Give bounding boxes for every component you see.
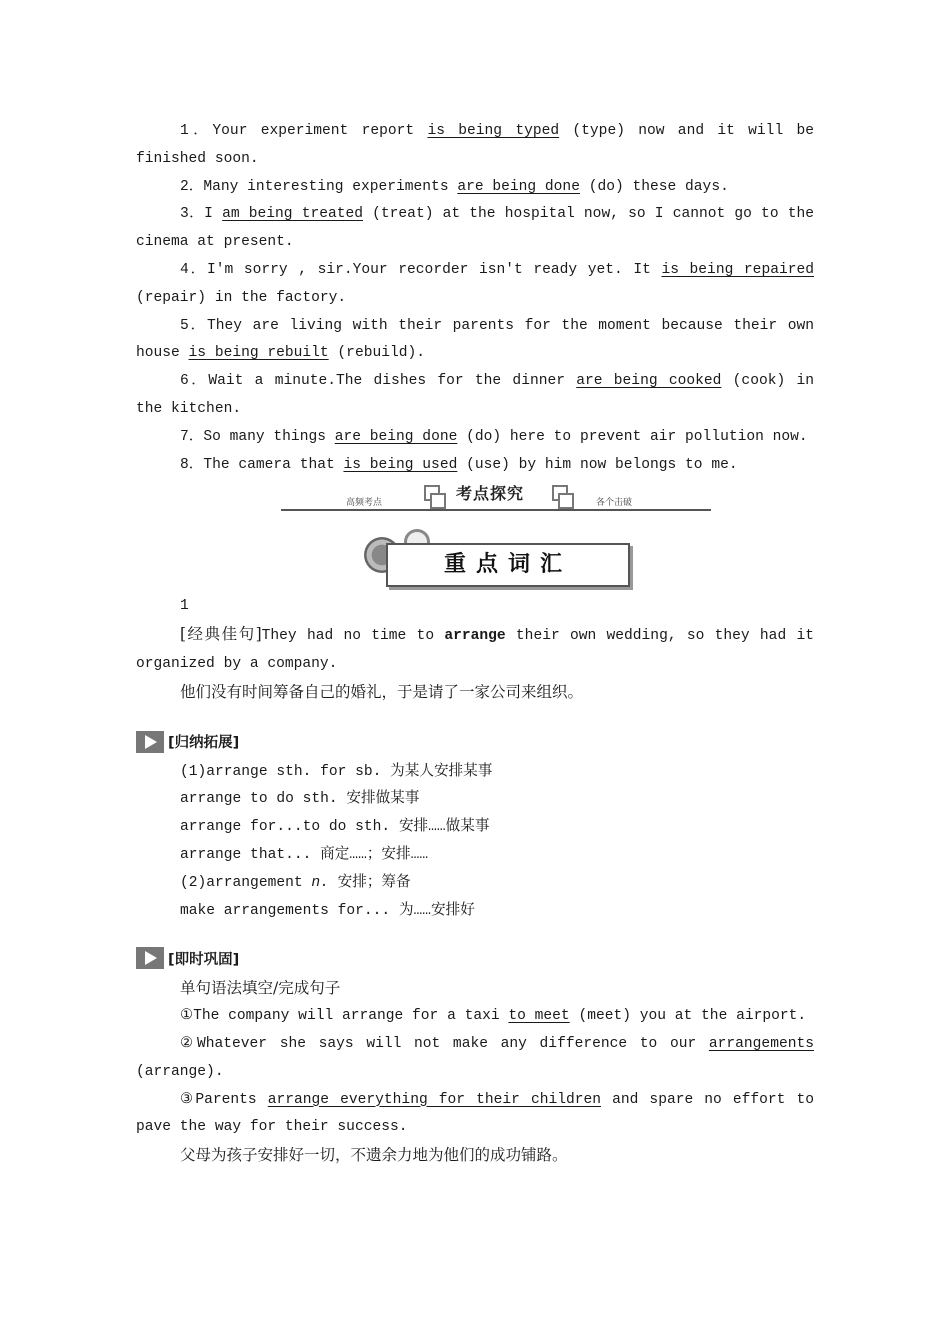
exercise-item [136, 424, 814, 452]
practice-translation: 父母为孩子安排好一切，不遗余力地为他们的成功铺路。 [180, 1146, 568, 1165]
practice-answer: arrangements [708, 1035, 814, 1052]
play-icon [136, 731, 164, 753]
summary-heading [136, 731, 814, 753]
exercise-text: Many interesting experiments [203, 178, 458, 195]
exercise-answer: am being treated [222, 206, 363, 223]
exercise-item [136, 174, 814, 202]
practice-list [136, 975, 814, 1170]
exercise-text: (use) by him now belongs to me. [457, 456, 738, 473]
noun-pre: (2)arrangement [180, 874, 312, 891]
exercise-text: Your experiment report [212, 123, 428, 139]
exercise-answer: are being cooked [576, 373, 722, 390]
summary-line: arrange to do sth. 安排做某事 [180, 791, 420, 808]
exercise-number: 7． [180, 428, 204, 445]
practice-heading-label: [即时巩固] [168, 951, 240, 968]
exercise-number: 6． [180, 373, 209, 390]
exercise-text: (rebuild). [328, 345, 426, 362]
classic-before: They had no time to [261, 628, 445, 645]
exercise-text: The camera that [203, 456, 344, 473]
banner-left-caption: 高频考点 [346, 498, 383, 509]
exercise-answer: is being rebuilt [188, 345, 329, 362]
exercise-number: 1． [180, 123, 213, 139]
exercise-item [136, 452, 814, 480]
classic-sentence [136, 621, 814, 679]
exercise-text: (do) here to prevent air pollution now. [457, 428, 808, 445]
exercise-text: So many things [203, 428, 335, 445]
banner-title: 考点探究 [456, 484, 525, 504]
practice-answer: to meet [508, 1008, 570, 1025]
banner-right-caption: 各个击破 [596, 498, 633, 509]
summary-line: arrange that... 商定……；安排…… [180, 846, 429, 863]
practice-item [136, 1087, 814, 1143]
practice-text: The company will arrange for a taxi [193, 1008, 509, 1025]
practice-items [136, 1003, 814, 1142]
practice-answer: arrange everything for their children [267, 1091, 602, 1108]
summary-line [136, 870, 814, 898]
practice-item [136, 1003, 814, 1031]
practice-text: (meet) you at the airport. [569, 1008, 807, 1025]
vocab-box: 重点词汇 [386, 543, 630, 587]
square-icon [430, 493, 446, 509]
exercise-text: (repair) in the factory. [136, 289, 347, 306]
document-page [136, 118, 814, 1170]
exercise-text: (cook) in the kitchen. [136, 373, 815, 417]
exercise-item [136, 257, 814, 313]
exercise-number: 8． [180, 456, 204, 473]
practice-mark: ② [180, 1035, 197, 1052]
summary-list [136, 759, 814, 926]
exercise-number: 2． [180, 178, 204, 195]
noun-post: 安排；筹备 [328, 874, 411, 891]
exercise-answer: are being done [457, 178, 580, 195]
exercise-text: I [204, 206, 223, 223]
exercise-text: (do) these days. [579, 178, 729, 195]
classic-translation: 他们没有时间筹备自己的婚礼，于是请了一家公司来组织。 [180, 682, 584, 701]
practice-text: Whatever she says will not make any difference to our [196, 1035, 709, 1052]
practice-mark: ① [180, 1008, 194, 1025]
practice-text: and spare no effort to pave the way for their success. [136, 1091, 814, 1136]
practice-heading [136, 947, 814, 969]
exercise-item [136, 118, 814, 174]
exercise-answer: is being typed [427, 123, 560, 139]
exercise-item [136, 201, 814, 257]
keyword: arrange [444, 628, 506, 645]
summary-line: arrange for...to do sth. 安排……做某事 [180, 819, 490, 836]
practice-item [136, 1031, 814, 1087]
practice-instruction: 单句语法填空/完成句子 [180, 979, 341, 998]
play-icon [136, 947, 164, 969]
exercise-number: 4． [180, 261, 208, 278]
section-banner [136, 481, 814, 593]
exercise-answer: are being done [334, 428, 458, 445]
item-number: 1 [180, 598, 189, 615]
exercise-text: I'm sorry , sir.Your recorder isn't ready yet. It [207, 261, 662, 278]
exercise-text: (treat) at the hospital now, so I cannot go to the cinema at present. [136, 206, 815, 251]
exercise-number: 3． [180, 206, 205, 223]
exercise-text: Wait a minute.The dishes for the dinner [208, 373, 577, 390]
exercise-item [136, 368, 814, 424]
classic-after: their own wedding, so they had it organized by a company. [136, 628, 814, 672]
square-icon [558, 493, 574, 509]
exercise-answer: is being used [343, 456, 458, 473]
exercise-answer: is being repaired [661, 261, 814, 278]
exercise-list [136, 118, 814, 479]
summary-heading-label: [归纳拓展] [168, 735, 240, 752]
exercise-number: 5． [180, 317, 208, 334]
part-of-speech: n. [311, 874, 329, 891]
summary-line: (1)arrange sth. for sb. 为某人安排某事 [180, 763, 493, 780]
exercise-text: They are living with their parents for the moment because their own house [136, 317, 814, 362]
practice-text: (arrange). [136, 1063, 224, 1080]
practice-text: Parents [195, 1091, 268, 1108]
practice-mark: ③ [180, 1091, 196, 1108]
summary-line: make arrangements for... 为……安排好 [180, 902, 475, 919]
classic-tag: [经典佳句] [180, 625, 262, 644]
exercise-item [136, 313, 814, 369]
exercise-text: (type) now and it will be finished soon. [136, 123, 815, 167]
banner-rule [281, 509, 711, 511]
